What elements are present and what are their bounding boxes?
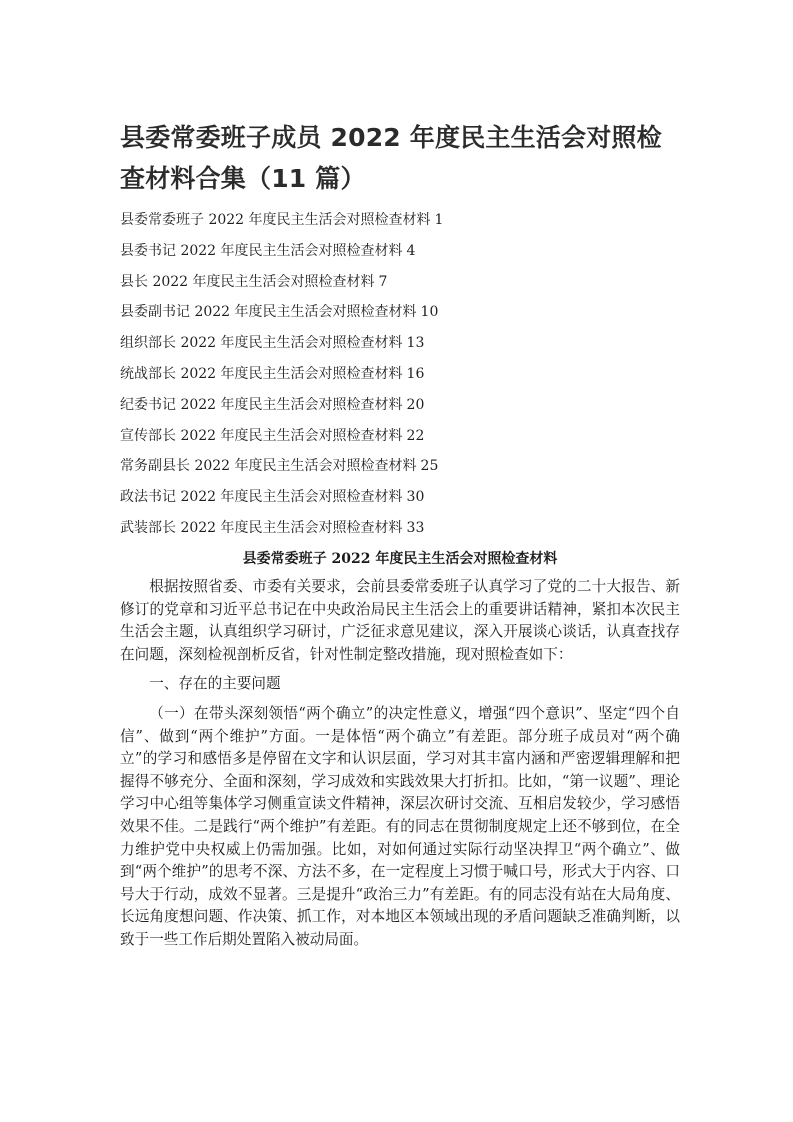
toc-item-page: 10: [420, 304, 439, 321]
toc-item[interactable]: [120, 451, 680, 482]
toc-item-label: 县长 2022 年度民主生活会对照检查材料: [120, 273, 375, 290]
toc-item-label: 常务副县长 2022 年度民主生活会对照检查材料: [120, 458, 417, 475]
toc-item-label: 纪委书记 2022 年度民主生活会对照检查材料: [120, 396, 403, 413]
toc-item-label: 宣传部长 2022 年度民主生活会对照检查材料: [120, 427, 403, 444]
toc-item-page: 7: [378, 273, 388, 290]
toc-item-label: 县委副书记 2022 年度民主生活会对照检查材料: [120, 304, 417, 321]
toc-item[interactable]: [120, 390, 680, 421]
document-title: 县委常委班子成员 2022 年度民主生活会对照检查材料合集（11 篇）: [120, 123, 662, 193]
toc-item-label: 县委书记 2022 年度民主生活会对照检查材料: [120, 242, 403, 259]
toc-item-page: 20: [406, 396, 425, 413]
toc-item-page: 1: [434, 212, 444, 228]
toc-item-page: 25: [420, 458, 439, 475]
toc-item[interactable]: [120, 267, 680, 298]
toc-item-label: 武装部长 2022 年度民主生活会对照检查材料: [120, 519, 403, 536]
toc-item[interactable]: [120, 205, 680, 236]
toc-item[interactable]: [120, 328, 680, 359]
table-of-contents: [120, 205, 680, 544]
toc-item[interactable]: [120, 359, 680, 390]
toc-item-page: 30: [406, 489, 425, 506]
toc-item-page: 22: [406, 427, 425, 444]
toc-item-page: 13: [406, 335, 425, 352]
document-body: [120, 576, 680, 952]
intro-paragraph: 根据按照省委、市委有关要求，会前县委常委班子认真学习了党的二十大报告、新修订的党章和习近平总书记在中央政治局民主生活会上的重要讲话精神，紧扣本次民主生活会主题，认真组织学习研讨，广泛征求意见建议，深入开展谈心谈话，认真查找存在问题，深刻检视剖析反省，针对性制定整改措施，现对照检查如下：: [120, 578, 680, 663]
toc-item[interactable]: [120, 482, 680, 513]
toc-item-page: 16: [406, 365, 425, 382]
toc-item-label: 县委常委班子 2022 年度民主生活会对照检查材料: [120, 212, 431, 228]
toc-item-label: 统战部长 2022 年度民主生活会对照检查材料: [120, 365, 403, 382]
toc-item[interactable]: [120, 236, 680, 267]
toc-item-label: 政法书记 2022 年度民主生活会对照检查材料: [120, 489, 403, 506]
toc-item-page: 4: [406, 242, 416, 259]
heading-problems: 一、存在的主要问题: [149, 675, 281, 693]
section-title: 县委常委班子 2022 年度民主生活会对照检查材料: [242, 551, 558, 567]
toc-item[interactable]: [120, 297, 680, 328]
toc-item[interactable]: [120, 513, 680, 544]
toc-item-label: 组织部长 2022 年度民主生活会对照检查材料: [120, 335, 403, 352]
toc-item[interactable]: [120, 421, 680, 452]
toc-item-page: 33: [406, 519, 425, 536]
body-paragraph: （一）在带头深刻领悟“两个确立”的决定性意义，增强“四个意识”、坚定“四个自信”、做到“两个维护”方面。一是体悟“两个确立”有差距。部分班子成员对“两个确立”的学习和感悟多是停留在文字和认识层面，学习对其丰富内涵和严密逻辑理解和把握得不够充分、全面和深刻，学习成效和实践效果大打折扣。比如，“第一议题”、理论学习中心组等集体学习侧重宣读文件精神，深层次研讨交流、互相启发较少，学习感悟效果不佳。二是践行“两个维护”有差距。有的同志在贯彻制度规定上还不够到位，在全力维护党中央权威上仍需加强。比如，对如何通过实际行动坚决捍卫“两个确立”、做到“两个维护”的思考不深、方法不多，在一定程度上习惯于喊口号，形式大于内容、口号大于行动，成效不显著。三是提升“政治三力”有差距。有的同志没有站在大局角度、长远角度想问题、作决策、抓工作，对本地区本领域出现的矛盾问题缺乏准确判断，以致于一些工作后期处置陷入被动局面。: [120, 704, 680, 948]
